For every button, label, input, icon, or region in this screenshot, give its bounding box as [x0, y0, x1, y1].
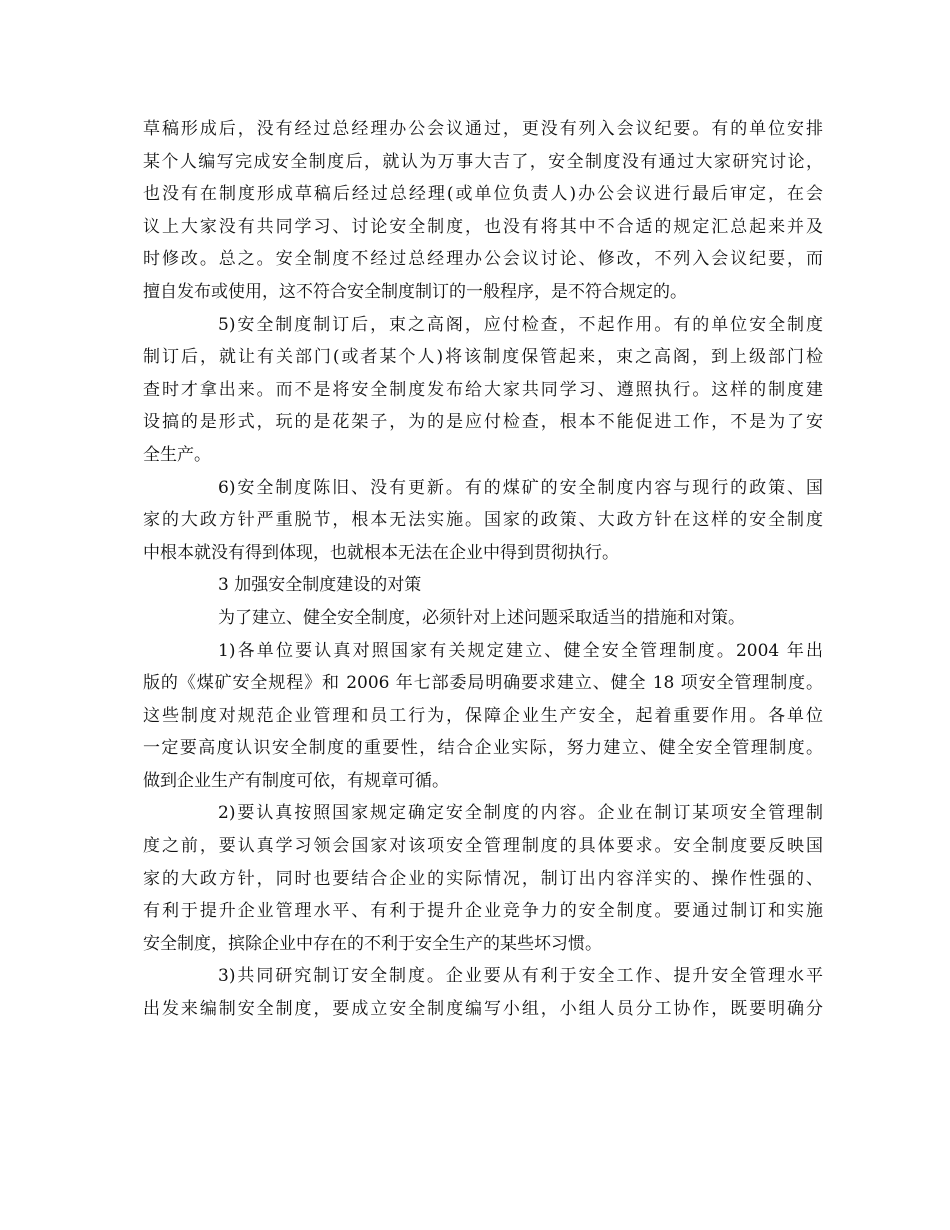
text-line: 这些制度对规范企业管理和员工行为，保障企业生产安全，起着重要作用。各单位	[143, 705, 823, 726]
text-line: 出发来编制安全制度，要成立安全制度编写小组，小组人员分工协作，既要明确分	[143, 999, 823, 1020]
text-line: 为了建立、健全安全制度，必须针对上述问题采取适当的措施和对策。	[218, 607, 745, 628]
section-heading: 3 加强安全制度建设的对策	[218, 575, 422, 596]
text-line: 全生产。	[143, 444, 211, 465]
text-line: 查时才拿出来。而不是将安全制度发布给大家共同学习、遵照执行。这样的制度建	[143, 379, 823, 400]
text-line: 3)共同研究制订安全制度。企业要从有利于安全工作、提升安全管理水平	[218, 966, 823, 987]
text-line: 某个人编写完成安全制度后，就认为万事大吉了，安全制度没有通过大家研究讨论，	[143, 151, 823, 172]
text-line: 5)安全制度制订后，束之高阁，应付检查，不起作用。有的单位安全制度	[218, 314, 823, 335]
text-line: 2)要认真按照国家规定确定安全制度的内容。企业在制订某项安全管理制	[218, 803, 823, 824]
text-line: 做到企业生产有制度可依，有规章可循。	[143, 770, 449, 791]
text-line: 时修改。总之。安全制度不经过总经理办公会议讨论、修改，不列入会议纪要，而	[143, 249, 823, 270]
document-body	[143, 113, 823, 1026]
text-line: 版的《煤矿安全规程》和 2006 年七部委局明确要求建立、健全 18 项安全管理制度。	[143, 673, 823, 694]
text-line: 草稿形成后，没有经过总经理办公会议通过，更没有列入会议纪要。有的单位安排	[143, 119, 823, 139]
text-line: 也没有在制度形成草稿后经过总经理(或单位负责人)办公会议进行最后审定，在会	[143, 184, 823, 205]
text-line: 度之前，要认真学习领会国家对该项安全管理制度的具体要求。安全制度要反映国	[143, 836, 823, 857]
text-line: 安全制度，摈除企业中存在的不利于安全生产的某些坏习惯。	[143, 933, 602, 954]
text-line: 1)各单位要认真对照国家有关规定建立、健全安全管理制度。2004 年出	[218, 640, 823, 661]
text-line: 中根本就没有得到体现，也就根本无法在企业中得到贯彻执行。	[143, 542, 619, 563]
text-line: 擅自发布或使用，这不符合安全制度制订的一般程序，是不符合规定的。	[143, 281, 687, 302]
text-line: 制订后，就让有关部门(或者某个人)将该制度保管起来，束之高阁，到上级部门检	[143, 347, 823, 368]
text-line: 家的大政方针，同时也要结合企业的实际情况，制订出内容洋实的、操作性强的、	[143, 868, 823, 889]
text-line: 设搞的是形式，玩的是花架子，为的是应付检查，根本不能促进工作，不是为了安	[143, 412, 823, 433]
text-line: 一定要高度认识安全制度的重要性，结合企业实际，努力建立、健全安全管理制度。	[143, 738, 823, 759]
text-line: 有利于提升企业管理水平、有利于提升企业竞争力的安全制度。要通过制订和实施	[143, 901, 823, 922]
text-line: 6)安全制度陈旧、没有更新。有的煤矿的安全制度内容与现行的政策、国	[218, 477, 823, 498]
text-line: 议上大家没有共同学习、讨论安全制度，也没有将其中不合适的规定汇总起来并及	[143, 216, 823, 237]
text-line: 家的大政方针严重脱节，根本无法实施。国家的政策、大政方针在这样的安全制度	[143, 510, 823, 531]
